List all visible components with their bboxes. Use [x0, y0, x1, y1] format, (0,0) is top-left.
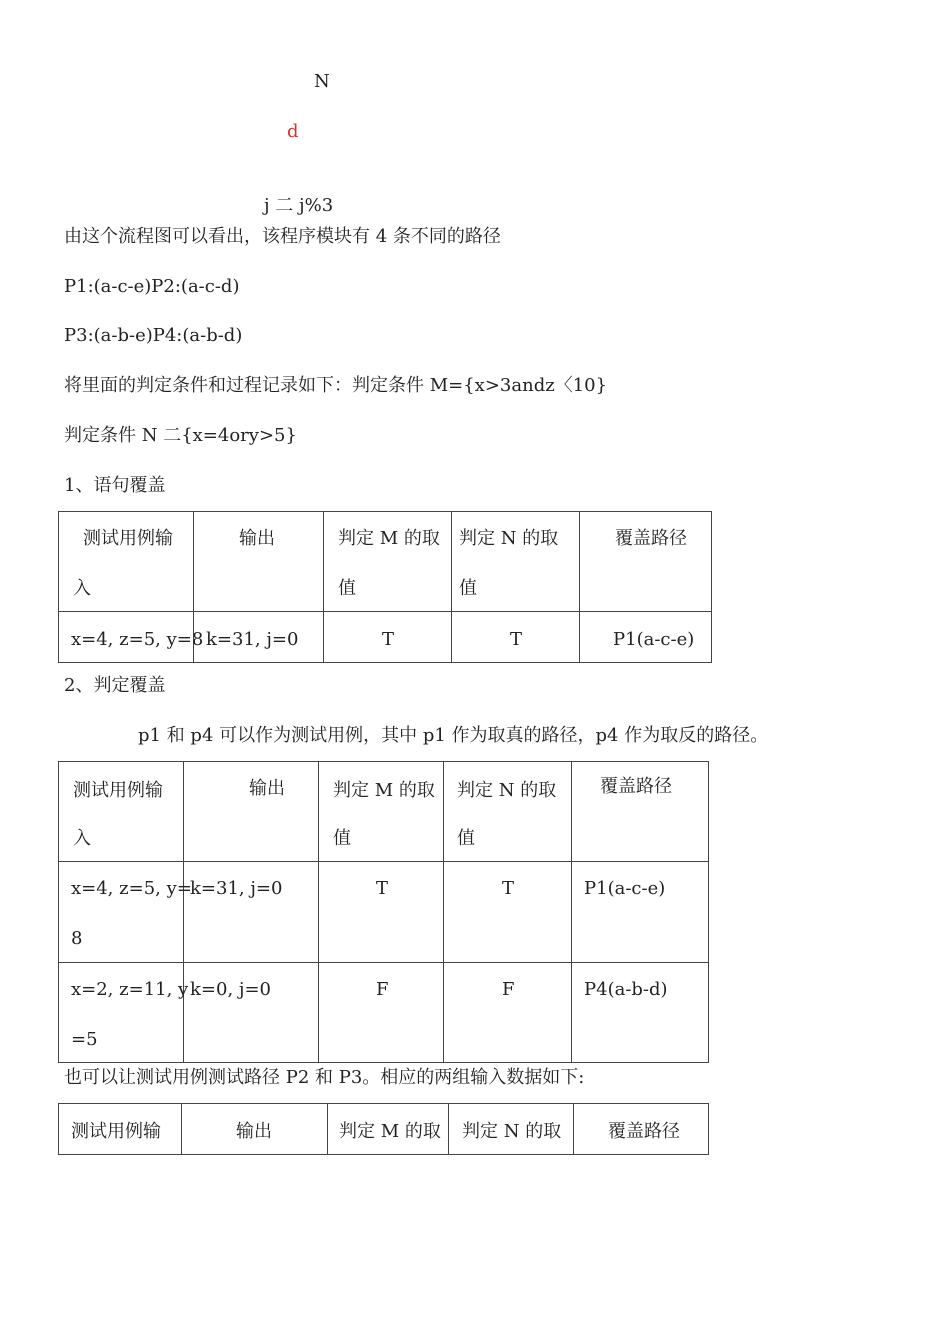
cell-m: T	[382, 629, 395, 650]
header-output: 输出	[239, 528, 275, 549]
cell-output: k=31, j=0	[206, 629, 299, 650]
paragraph-paths-1: P1:(a-c-e)P2:(a-c-d)	[64, 276, 240, 297]
header-path: 覆盖路径	[608, 1121, 680, 1142]
header-n-line2: 值	[457, 828, 475, 849]
header-m: 判定 M 的取	[339, 1121, 441, 1142]
statement-coverage-table	[58, 511, 712, 663]
header-n-line1: 判定 N 的取	[459, 528, 559, 549]
cell-input-line2: 8	[71, 928, 83, 949]
path-coverage-table	[58, 1103, 709, 1155]
header-n-line2: 值	[459, 578, 477, 599]
table-header-row	[59, 1104, 709, 1155]
cell-n: F	[502, 979, 515, 1000]
cell-m: T	[376, 878, 389, 899]
header-m-line2: 值	[338, 578, 356, 599]
header-output: 输出	[236, 1121, 272, 1142]
table-row	[59, 612, 712, 663]
paragraph-section3: 也可以让测试用例测试路径 P2 和 P3。相应的两组输入数据如下:	[64, 1067, 585, 1088]
header-m-line1: 判定 M 的取	[333, 780, 435, 801]
paragraph-condition-n: 判定条件 N 二{x=4ory>5}	[64, 425, 297, 446]
cell-n: T	[510, 629, 523, 650]
flowchart-label-d: d	[287, 121, 299, 142]
flowchart-label-j: j 二 j%3	[264, 195, 334, 216]
cell-input-line1: x=4, z=5, y=	[71, 878, 192, 899]
decision-coverage-table	[58, 761, 709, 1063]
header-input-line1: 测试用例输	[73, 780, 163, 801]
cell-path: P1(a-c-e)	[584, 878, 666, 899]
cell-path: P4(a-b-d)	[584, 979, 668, 1000]
cell-input-line1: x=2, z=11, y	[71, 979, 189, 1000]
table-row	[59, 862, 709, 963]
cell-n: T	[502, 878, 515, 899]
section2-heading: 2、判定覆盖	[64, 675, 166, 696]
paragraph-intro: 由这个流程图可以看出，该程序模块有 4 条不同的路径	[64, 226, 501, 247]
header-path: 覆盖路径	[600, 776, 672, 797]
header-input: 测试用例输	[71, 1121, 161, 1142]
header-m-line2: 值	[333, 828, 351, 849]
header-output: 输出	[249, 778, 285, 799]
section1-heading: 1、语句覆盖	[64, 475, 166, 496]
cell-input-line2: =5	[71, 1029, 98, 1050]
table-header-row	[59, 762, 709, 862]
header-input-line2: 入	[73, 828, 91, 849]
flowchart-label-n: N	[314, 71, 330, 92]
header-n: 判定 N 的取	[462, 1121, 562, 1142]
cell-output: k=0, j=0	[190, 979, 271, 1000]
cell-output: k=31, j=0	[190, 878, 283, 899]
header-input-line2: 入	[73, 578, 91, 599]
cell-path: P1(a-c-e)	[613, 629, 695, 650]
header-n-line1: 判定 N 的取	[457, 780, 557, 801]
cell-input: x=4, z=5, y=8	[71, 629, 204, 650]
paragraph-paths-2: P3:(a-b-e)P4:(a-b-d)	[64, 325, 243, 346]
table-row	[59, 963, 709, 1063]
table-header-row	[59, 512, 712, 612]
header-path: 覆盖路径	[615, 528, 687, 549]
paragraph-condition-m: 将里面的判定条件和过程记录如下：判定条件 M={x>3andz〈10}	[64, 375, 608, 396]
header-input-line1: 测试用例输	[83, 528, 173, 549]
cell-m: F	[376, 979, 389, 1000]
paragraph-section2: p1 和 p4 可以作为测试用例，其中 p1 作为取真的路径，p4 作为取反的路径。	[138, 725, 769, 746]
header-m-line1: 判定 M 的取	[338, 528, 440, 549]
